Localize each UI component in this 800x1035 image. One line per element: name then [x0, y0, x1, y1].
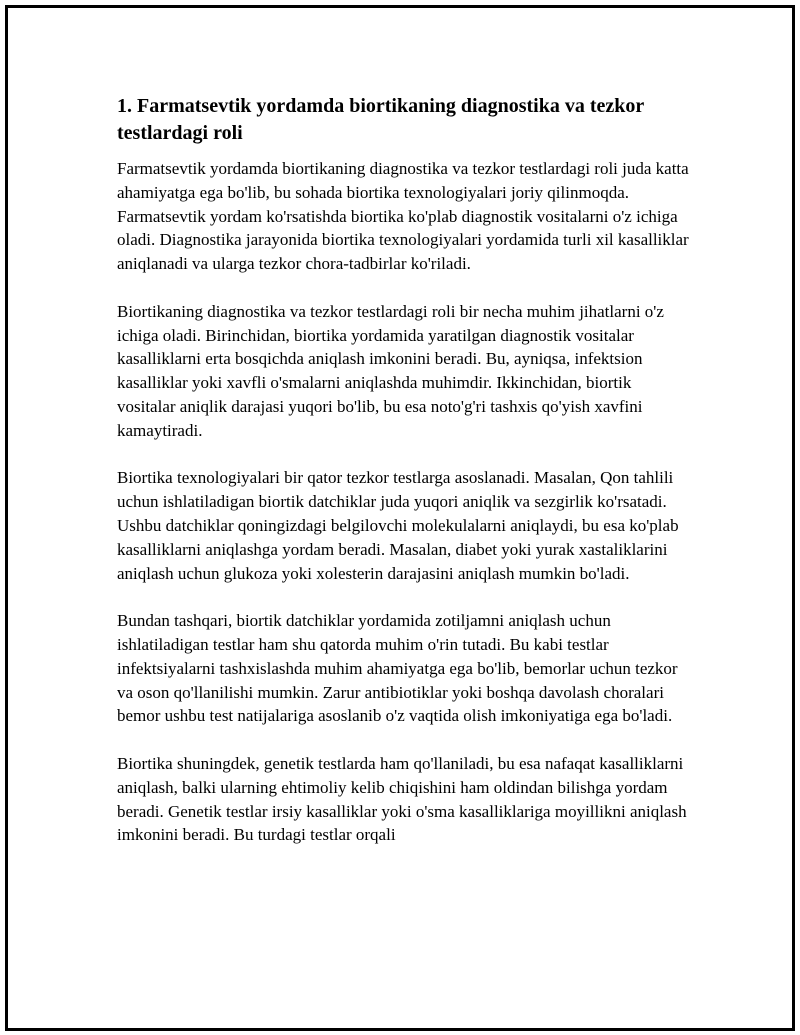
paragraph-5: Biortika shuningdek, genetik testlarda ham qo'llaniladi, bu esa nafaqat kasalliklarni aniqlash, balki ularning ehtimoliy kelib chiqishini ham oldindan bilishga yordam beradi. Genetik testlar irsiy kasalliklar yoki o'sma kasalliklariga moyillikni aniqlash imkonini beradi. Bu turdagi testlar orqali [117, 753, 687, 845]
section-heading: 1. Farmatsevtik yordamda biortikaning diagnostika va tezkor testlardagi roli [117, 95, 644, 144]
paragraph-1: Farmatsevtik yordamda biortikaning diagnostika va tezkor testlardagi roli juda katta ahamiyatga ega bo'lib, bu sohada biortika texnologiyalari joriy qilinmoqda. Farmatsevtik yordam ko'rsatishda biortika ko'plab diagnostik vositalarni o'z ichiga oladi. Diagnostika jarayonida biortika texnologiyalari yordamida turli xil kasalliklar aniqlanadi va ularga tezkor chora-tadbirlar ko'riladi. [117, 159, 689, 274]
paragraph-4: Bundan tashqari, biortik datchiklar yordamida zotiljamni aniqlash uchun ishlatiladigan testlar ham shu qatorda muhim o'rin tutadi. Bu kabi testlar infektsiyalarni tashxislashda muhim ahamiyatga ega bo'lib, bemorlar uchun tezkor va oson qo'llanilishi mumkin. Zarur antibiotiklar yoki boshqa davolash choralari bemor ushbu test natijalariga asoslanib o'z vaqtida olish imkoniyatiga ega bo'ladi. [117, 611, 678, 726]
document-body [117, 93, 692, 847]
paragraph-2: Biortikaning diagnostika va tezkor testlardagi roli bir necha muhim jihatlarni o'z ichiga oladi. Birinchidan, biortika yordamida yaratilgan diagnostik vositalar kasalliklarni erta bosqichda aniqlash imkonini beradi. Bu, ayniqsa, infektsion kasalliklar yoki xavfli o'smalarni aniqlashda muhimdir. Ikkinchidan, biortik vositalar aniqlik darajasi yuqori bo'lib, bu esa noto'g'ri tashxis qo'yish xavfini kamaytiradi. [117, 301, 664, 440]
paragraph-3: Biortika texnologiyalari bir qator tezkor testlarga asoslanadi. Masalan, Qon tahlili uchun ishlatiladigan biortik datchiklar juda yuqori aniqlik va sezgirlik ko'rsatadi. Ushbu datchiklar qoningizdagi belgilovchi molekulalarni aniqlaydi, bu esa ko'plab kasalliklarni aniqlashga yordam beradi. Masalan, diabet yoki yurak xastaliklarini aniqlash uchun glukoza yoki xolesterin darajasini aniqlash mumkin bo'ladi. [117, 468, 679, 583]
